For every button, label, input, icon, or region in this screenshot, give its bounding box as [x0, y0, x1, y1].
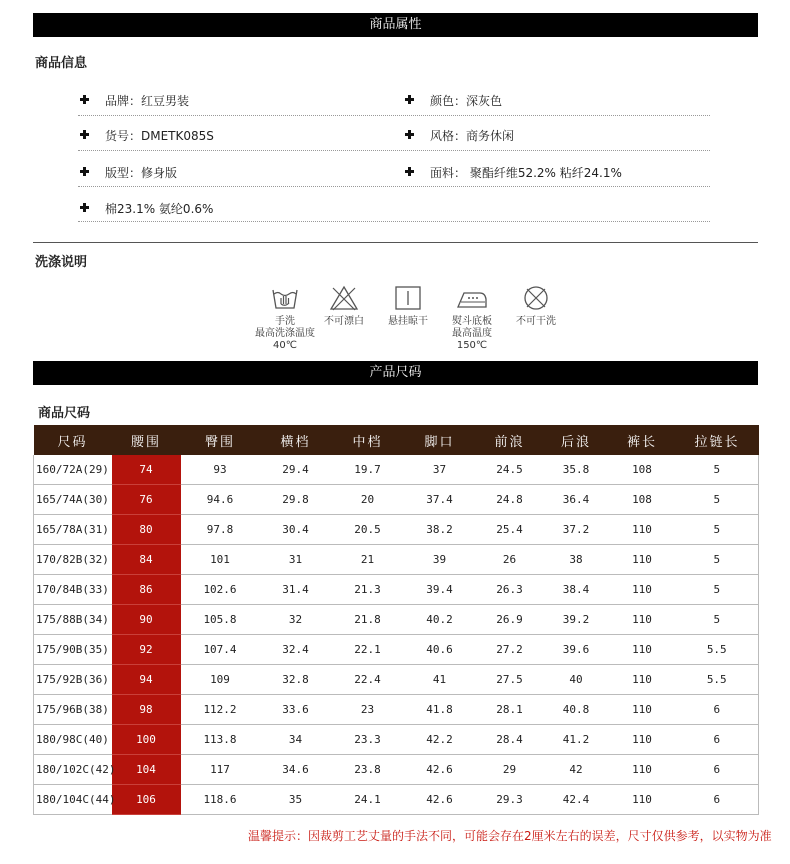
- table-cell: 25.4: [476, 515, 544, 545]
- iron-icon: [455, 284, 489, 312]
- size-cell: 180/104C(44): [34, 785, 112, 815]
- waist-cell: 90: [112, 605, 181, 635]
- plus-icon: [405, 95, 414, 104]
- table-cell: 42.2: [404, 725, 476, 755]
- size-table: [33, 425, 759, 815]
- table-cell: 117: [181, 755, 260, 785]
- table-cell: 31.4: [260, 575, 332, 605]
- waist-cell: 74: [112, 455, 181, 485]
- table-cell: 41.8: [404, 695, 476, 725]
- size-cell: 170/84B(33): [34, 575, 112, 605]
- dotted-divider: [78, 186, 710, 187]
- care-iron: [438, 284, 506, 352]
- table-cell: 32.8: [260, 665, 332, 695]
- table-cell: 40.6: [404, 635, 476, 665]
- column-header: 脚口: [404, 425, 476, 455]
- care-sublabel: 最高洗涤温度40℃: [255, 328, 315, 351]
- table-cell: 5: [676, 455, 759, 485]
- size-cell: 175/88B(34): [34, 605, 112, 635]
- no-dry-clean-icon: [521, 284, 551, 312]
- table-row: [34, 605, 759, 635]
- table-cell: 5: [676, 575, 759, 605]
- attribute-fabric-cont: 棉23.1% 氨纶0.6%: [105, 202, 214, 216]
- waist-cell: 98: [112, 695, 181, 725]
- care-label: 不可漂白: [324, 316, 364, 327]
- table-row: [34, 515, 759, 545]
- table-row: [34, 695, 759, 725]
- section-header-size: 产品尺码: [33, 361, 758, 385]
- table-cell: 29: [476, 755, 544, 785]
- waist-cell: 100: [112, 725, 181, 755]
- care-label: 熨斗底板: [452, 316, 492, 327]
- table-cell: 19.7: [332, 455, 404, 485]
- table-row: [34, 785, 759, 815]
- column-header: 拉链长: [676, 425, 759, 455]
- table-cell: 97.8: [181, 515, 260, 545]
- plus-icon: [80, 95, 89, 104]
- table-row: [34, 545, 759, 575]
- table-cell: 29.3: [476, 785, 544, 815]
- plus-icon: [405, 167, 414, 176]
- table-cell: 5.5: [676, 635, 759, 665]
- table-cell: 39.6: [544, 635, 609, 665]
- column-header: 尺码: [34, 425, 112, 455]
- table-row: [34, 635, 759, 665]
- table-cell: 22.4: [332, 665, 404, 695]
- size-title: 商品尺码: [38, 406, 91, 421]
- table-row: [34, 575, 759, 605]
- table-cell: 108: [609, 485, 676, 515]
- waist-cell: 76: [112, 485, 181, 515]
- size-cell: 175/90B(35): [34, 635, 112, 665]
- table-cell: 29.4: [260, 455, 332, 485]
- waist-cell: 92: [112, 635, 181, 665]
- table-cell: 110: [609, 725, 676, 755]
- table-cell: 42: [544, 755, 609, 785]
- attribute-sku: 货号：DMETK085S: [105, 129, 214, 143]
- care-label: 悬挂晾干: [388, 316, 428, 327]
- size-cell: 175/96B(38): [34, 695, 112, 725]
- waist-cell: 106: [112, 785, 181, 815]
- product-info-title: 商品信息: [35, 56, 88, 71]
- care-sublabel: 最高温度150℃: [452, 328, 492, 351]
- table-cell: 110: [609, 575, 676, 605]
- column-header: 腰围: [112, 425, 181, 455]
- column-header: 中档: [332, 425, 404, 455]
- table-row: [34, 455, 759, 485]
- table-row: [34, 485, 759, 515]
- table-cell: 5: [676, 605, 759, 635]
- table-cell: 29.8: [260, 485, 332, 515]
- table-cell: 30.4: [260, 515, 332, 545]
- table-cell: 27.2: [476, 635, 544, 665]
- table-cell: 107.4: [181, 635, 260, 665]
- plus-icon: [80, 130, 89, 139]
- table-cell: 110: [609, 755, 676, 785]
- table-cell: 31: [260, 545, 332, 575]
- table-cell: 5: [676, 515, 759, 545]
- table-row: [34, 755, 759, 785]
- column-header: 后浪: [544, 425, 609, 455]
- table-cell: 23: [332, 695, 404, 725]
- table-cell: 6: [676, 755, 759, 785]
- table-cell: 23.3: [332, 725, 404, 755]
- wash-title: 洗涤说明: [35, 255, 88, 270]
- size-note: 温馨提示：因裁剪工艺丈量的手法不同，可能会存在2厘米左右的误差，尺寸仅供参考，以实物为准: [248, 829, 772, 843]
- table-cell: 34.6: [260, 755, 332, 785]
- table-cell: 26: [476, 545, 544, 575]
- size-cell: 175/92B(36): [34, 665, 112, 695]
- table-cell: 102.6: [181, 575, 260, 605]
- attribute-fabric: 面料： 聚酯纤维52.2% 粘纤24.1%: [430, 166, 622, 180]
- table-cell: 118.6: [181, 785, 260, 815]
- table-cell: 24.8: [476, 485, 544, 515]
- table-cell: 110: [609, 545, 676, 575]
- table-cell: 93: [181, 455, 260, 485]
- waist-cell: 84: [112, 545, 181, 575]
- table-cell: 21.8: [332, 605, 404, 635]
- waist-cell: 80: [112, 515, 181, 545]
- table-cell: 39.4: [404, 575, 476, 605]
- size-cell: 170/82B(32): [34, 545, 112, 575]
- dotted-divider: [78, 150, 710, 151]
- table-cell: 21.3: [332, 575, 404, 605]
- table-cell: 110: [609, 665, 676, 695]
- table-cell: 5.5: [676, 665, 759, 695]
- table-cell: 36.4: [544, 485, 609, 515]
- table-cell: 40.2: [404, 605, 476, 635]
- table-cell: 35: [260, 785, 332, 815]
- table-cell: 26.9: [476, 605, 544, 635]
- table-cell: 105.8: [181, 605, 260, 635]
- table-cell: 38: [544, 545, 609, 575]
- table-cell: 35.8: [544, 455, 609, 485]
- waist-cell: 86: [112, 575, 181, 605]
- table-cell: 112.2: [181, 695, 260, 725]
- size-cell: 180/98C(40): [34, 725, 112, 755]
- table-cell: 38.4: [544, 575, 609, 605]
- column-header: 臀围: [181, 425, 260, 455]
- dotted-divider: [78, 221, 710, 222]
- table-cell: 110: [609, 785, 676, 815]
- no-bleach-icon: [329, 284, 359, 312]
- column-header: 前浪: [476, 425, 544, 455]
- table-cell: 37: [404, 455, 476, 485]
- table-cell: 5: [676, 485, 759, 515]
- table-cell: 108: [609, 455, 676, 485]
- table-cell: 32: [260, 605, 332, 635]
- table-cell: 20.5: [332, 515, 404, 545]
- plus-icon: [405, 130, 414, 139]
- table-cell: 41: [404, 665, 476, 695]
- care-hand-wash: [247, 284, 323, 352]
- table-cell: 110: [609, 635, 676, 665]
- care-no-dry-clean: [514, 284, 558, 328]
- table-cell: 101: [181, 545, 260, 575]
- table-cell: 6: [676, 785, 759, 815]
- attribute-brand: 品牌：红豆男装: [105, 94, 190, 108]
- table-cell: 42.4: [544, 785, 609, 815]
- table-cell: 23.8: [332, 755, 404, 785]
- table-cell: 37.4: [404, 485, 476, 515]
- size-table-header: [34, 425, 759, 455]
- table-cell: 5: [676, 545, 759, 575]
- table-cell: 32.4: [260, 635, 332, 665]
- hand-wash-icon: [270, 284, 300, 312]
- size-cell: 160/72A(29): [34, 455, 112, 485]
- table-cell: 110: [609, 695, 676, 725]
- attribute-style: 风格：商务休闲: [430, 129, 515, 143]
- table-cell: 21: [332, 545, 404, 575]
- waist-cell: 94: [112, 665, 181, 695]
- table-cell: 110: [609, 605, 676, 635]
- table-cell: 38.2: [404, 515, 476, 545]
- table-cell: 6: [676, 725, 759, 755]
- table-cell: 41.2: [544, 725, 609, 755]
- section-header-attributes: 商品属性: [33, 13, 758, 37]
- size-cell: 165/74A(30): [34, 485, 112, 515]
- table-cell: 110: [609, 515, 676, 545]
- table-cell: 40: [544, 665, 609, 695]
- table-cell: 22.1: [332, 635, 404, 665]
- table-cell: 27.5: [476, 665, 544, 695]
- table-cell: 113.8: [181, 725, 260, 755]
- care-no-bleach: [322, 284, 366, 328]
- table-cell: 37.2: [544, 515, 609, 545]
- plus-icon: [80, 203, 89, 212]
- table-cell: 33.6: [260, 695, 332, 725]
- table-cell: 24.1: [332, 785, 404, 815]
- hang-dry-icon: [393, 284, 423, 312]
- attribute-color: 颜色：深灰色: [430, 94, 503, 108]
- table-cell: 26.3: [476, 575, 544, 605]
- table-cell: 42.6: [404, 785, 476, 815]
- table-cell: 39.2: [544, 605, 609, 635]
- plus-icon: [80, 167, 89, 176]
- table-cell: 94.6: [181, 485, 260, 515]
- column-header: 横档: [260, 425, 332, 455]
- table-row: [34, 725, 759, 755]
- table-cell: 34: [260, 725, 332, 755]
- attribute-fit: 版型：修身版: [105, 166, 178, 180]
- waist-cell: 104: [112, 755, 181, 785]
- care-label: 手洗: [275, 316, 295, 327]
- column-header: 裤长: [609, 425, 676, 455]
- table-cell: 6: [676, 695, 759, 725]
- table-cell: 28.1: [476, 695, 544, 725]
- table-cell: 40.8: [544, 695, 609, 725]
- table-cell: 109: [181, 665, 260, 695]
- table-cell: 39: [404, 545, 476, 575]
- size-cell: 165/78A(31): [34, 515, 112, 545]
- size-cell: 180/102C(42): [34, 755, 112, 785]
- table-row: [34, 665, 759, 695]
- care-label: 不可干洗: [516, 316, 556, 327]
- divider: [33, 242, 758, 243]
- table-cell: 20: [332, 485, 404, 515]
- dotted-divider: [78, 115, 710, 116]
- table-cell: 24.5: [476, 455, 544, 485]
- table-cell: 28.4: [476, 725, 544, 755]
- care-hang-dry: [386, 284, 430, 328]
- table-cell: 42.6: [404, 755, 476, 785]
